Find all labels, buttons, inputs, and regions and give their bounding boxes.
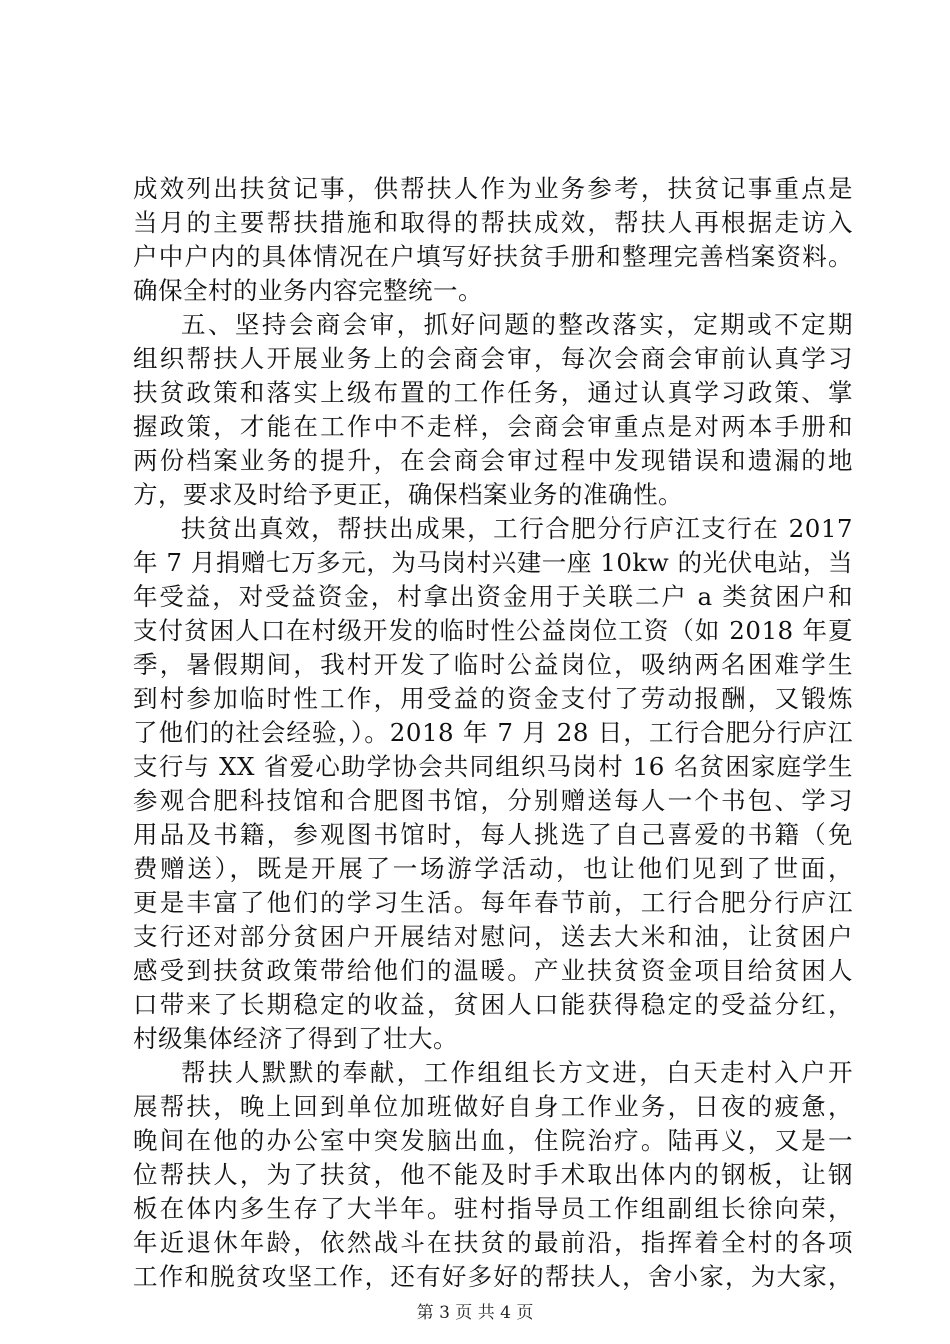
text-line: 确保全村的业务内容完整统一。	[133, 276, 483, 305]
text-line: 支付贫困人口在村级开发的临时性公益岗位工资（如 2018 年夏	[133, 616, 853, 645]
text-line: 工作和脱贫攻坚工作，还有好多好的帮扶人，舍小家，为大家，	[133, 1262, 853, 1291]
text-line: 了他们的社会经验，）。2018 年 7 月 28 日，工行合肥分行庐江	[133, 718, 853, 747]
text-line: 晚间在他的办公室中突发脑出血，住院治疗。陆再义，又是一	[133, 1126, 853, 1155]
text-line: 组织帮扶人开展业务上的会商会审，每次会商会审前认真学习	[133, 344, 853, 373]
text-line: 季，暑假期间，我村开发了临时公益岗位，吸纳两名困难学生	[133, 650, 853, 679]
text-line: 扶贫政策和落实上级布置的工作任务，通过认真学习政策、掌	[133, 378, 853, 407]
text-line: 村级集体经济了得到了壮大。	[133, 1024, 458, 1053]
text-line: 板在体内多生存了大半年。驻村指导员工作组副组长徐向荣，	[133, 1194, 853, 1223]
text-line: 口带来了长期稳定的收益，贫困人口能获得稳定的受益分红，	[133, 990, 853, 1019]
text-line: 方，要求及时给予更正，确保档案业务的准确性。	[133, 480, 683, 509]
text-line: 费赠送），既是开展了一场游学活动，也让他们见到了世面，	[133, 854, 853, 883]
text-line: 成效列出扶贫记事，供帮扶人作为业务参考，扶贫记事重点是	[133, 174, 853, 203]
page-number-footer: 第 3 页 共 4 页	[416, 1303, 534, 1323]
text-line: 两份档案业务的提升，在会商会审过程中发现错误和遗漏的地	[133, 446, 853, 475]
text-line: 感受到扶贫政策带给他们的温暖。产业扶贫资金项目给贫困人	[133, 956, 853, 985]
text-line: 当月的主要帮扶措施和取得的帮扶成效，帮扶人再根据走访入	[133, 208, 853, 237]
text-line: 更是丰富了他们的学习生活。每年春节前，工行合肥分行庐江	[133, 888, 853, 917]
text-line: 握政策，才能在工作中不走样，会商会审重点是对两本手册和	[133, 412, 853, 441]
text-line: 展帮扶，晚上回到单位加班做好自身工作业务，日夜的疲惫，	[133, 1092, 853, 1121]
paragraph-first-line: 帮扶人默默的奉献，工作组组长方文进，白天走村入户开	[181, 1058, 853, 1087]
text-line: 年近退休年龄，依然战斗在扶贫的最前沿，指挥着全村的各项	[133, 1228, 853, 1257]
text-line: 参观合肥科技馆和合肥图书馆，分别赠送每人一个书包、学习	[133, 786, 853, 815]
paragraph-first-line: 扶贫出真效，帮扶出成果，工行合肥分行庐江支行在 2017	[181, 514, 853, 543]
text-line: 到村参加临时性工作，用受益的资金支付了劳动报酬，又锻炼	[133, 684, 853, 713]
text-line: 年 7 月捐赠七万多元，为马岗村兴建一座 10kw 的光伏电站，当	[133, 548, 853, 577]
text-line: 用品及书籍，参观图书馆时，每人挑选了自己喜爱的书籍（免	[133, 820, 853, 849]
text-line: 年受益，对受益资金，村拿出资金用于关联二户 a 类贫困户和	[133, 582, 853, 611]
paragraph-first-line: 五、坚持会商会审，抓好问题的整改落实，定期或不定期	[181, 310, 853, 339]
text-line: 位帮扶人，为了扶贫，他不能及时手术取出体内的钢板，让钢	[133, 1160, 853, 1189]
text-line: 支行与 XX 省爱心助学协会共同组织马岗村 16 名贫困家庭学生	[133, 752, 853, 781]
text-line: 户中户内的具体情况在户填写好扶贫手册和整理完善档案资料。	[133, 242, 853, 271]
text-line: 支行还对部分贫困户开展结对慰问，送去大米和油，让贫困户	[133, 922, 853, 951]
